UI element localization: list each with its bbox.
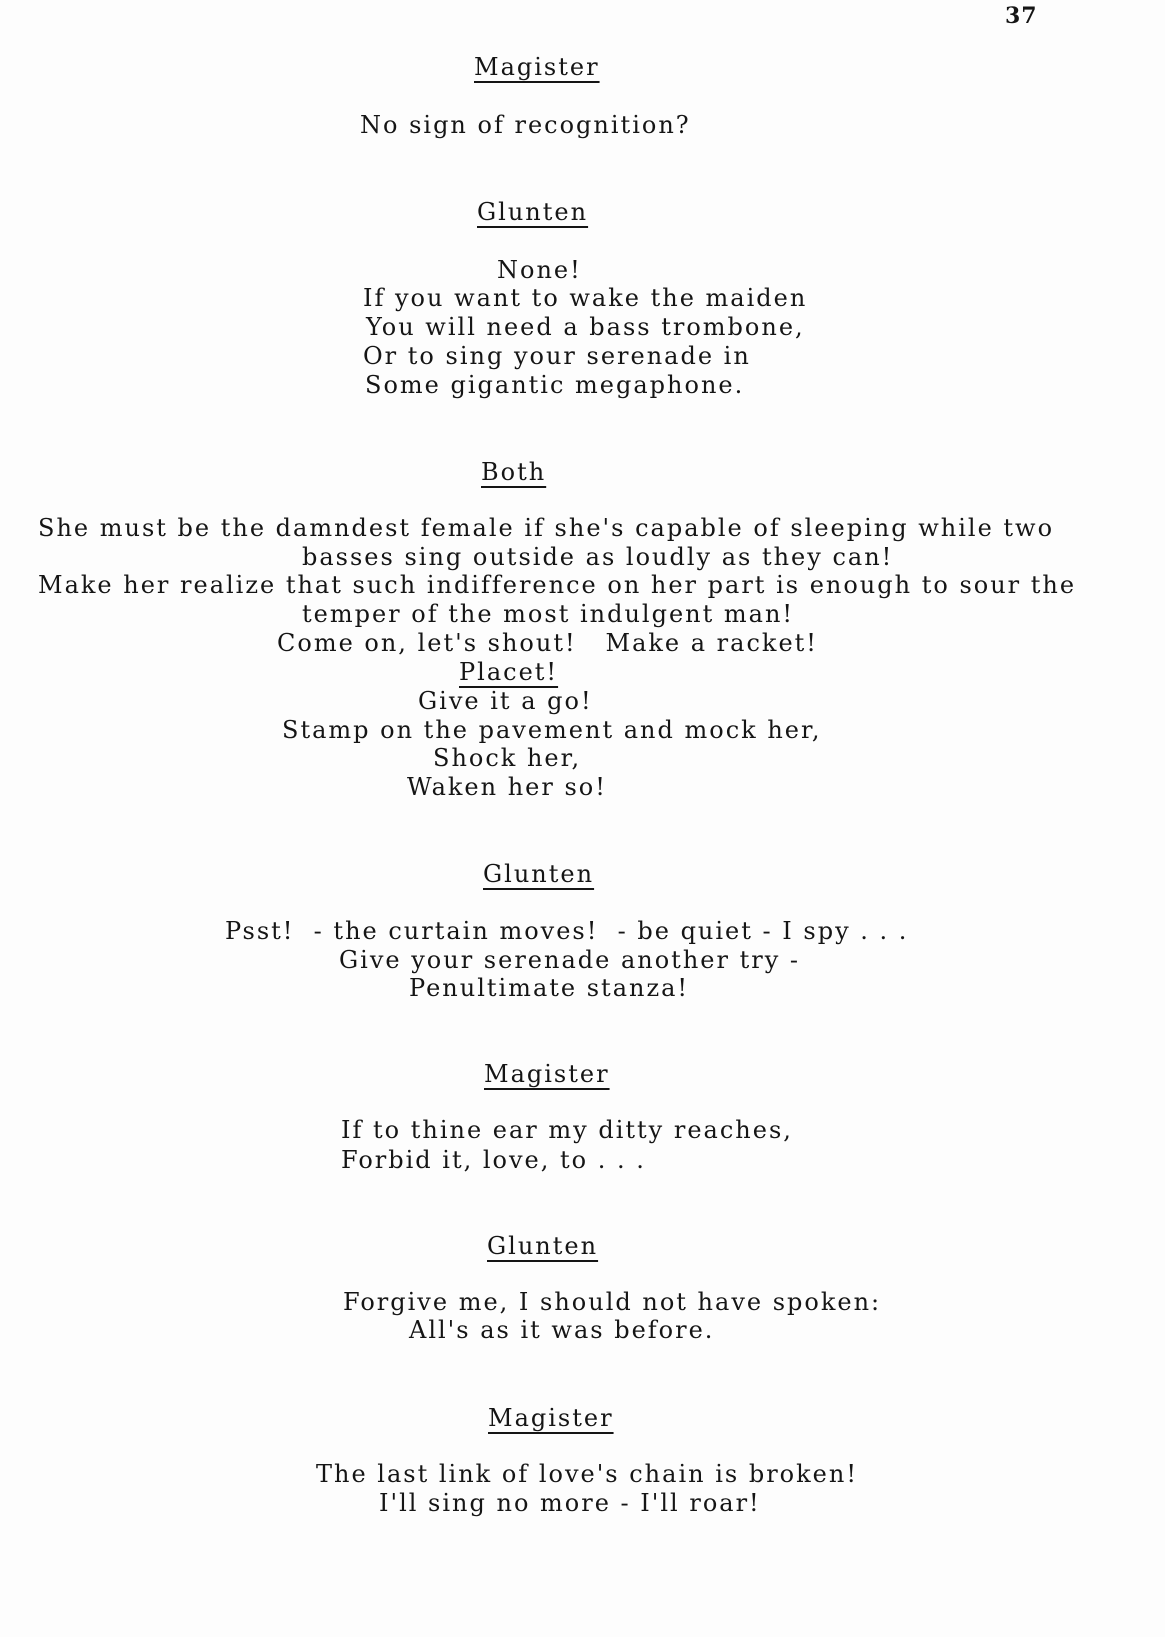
dialogue-line: Stamp on the pavement and mock her, <box>282 716 822 744</box>
speaker-name: Magister <box>484 1060 610 1088</box>
dialogue-line: If you want to wake the maiden <box>363 284 808 312</box>
dialogue-line: Psst! - the curtain moves! - be quiet - I spy . . . <box>225 917 909 945</box>
dialogue-line: Give it a go! <box>418 687 593 715</box>
speaker-name: Magister <box>474 53 600 81</box>
dialogue-line: No sign of recognition? <box>360 111 691 139</box>
speaker-name: Glunten <box>487 1232 599 1260</box>
dialogue-line: basses sing outside as loudly as they can! <box>302 543 894 571</box>
dialogue-line: None! <box>497 256 582 284</box>
dialogue-line: All's as it was before. <box>409 1316 715 1344</box>
page-number: 37 <box>1005 3 1038 29</box>
dialogue-line: Give your serenade another try - <box>339 946 800 974</box>
speaker-name: Glunten <box>483 860 595 888</box>
dialogue-line: The last link of love's chain is broken! <box>316 1460 858 1488</box>
dialogue-line: She must be the damndest female if she's capable of sleeping while two <box>38 514 1055 542</box>
dialogue-line: Some gigantic megaphone. <box>365 371 745 399</box>
speaker-name: Both <box>481 458 547 486</box>
speaker-name: Magister <box>488 1404 614 1432</box>
dialogue-line: temper of the most indulgent man! <box>302 600 795 628</box>
dialogue-line: Penultimate stanza! <box>409 974 690 1002</box>
dialogue-line: Forbid it, love, to . . . <box>341 1146 646 1174</box>
dialogue-line: Waken her so! <box>407 773 607 801</box>
dialogue-line: Or to sing your serenade in <box>363 342 751 370</box>
dialogue-line: I'll sing no more - I'll roar! <box>379 1489 761 1517</box>
dialogue-line: Come on, let's shout! Make a racket! <box>277 629 818 657</box>
dialogue-line: Make her realize that such indifference on her part is enough to sour the <box>38 571 1077 599</box>
dialogue-line: If to thine ear my ditty reaches, <box>341 1116 793 1144</box>
dialogue-line: Forgive me, I should not have spoken: <box>343 1288 882 1316</box>
speaker-name: Glunten <box>477 198 589 226</box>
underlined-cue: Placet! <box>459 658 559 686</box>
dialogue-line: You will need a bass trombone, <box>366 313 805 341</box>
dialogue-line: Shock her, <box>433 744 582 772</box>
